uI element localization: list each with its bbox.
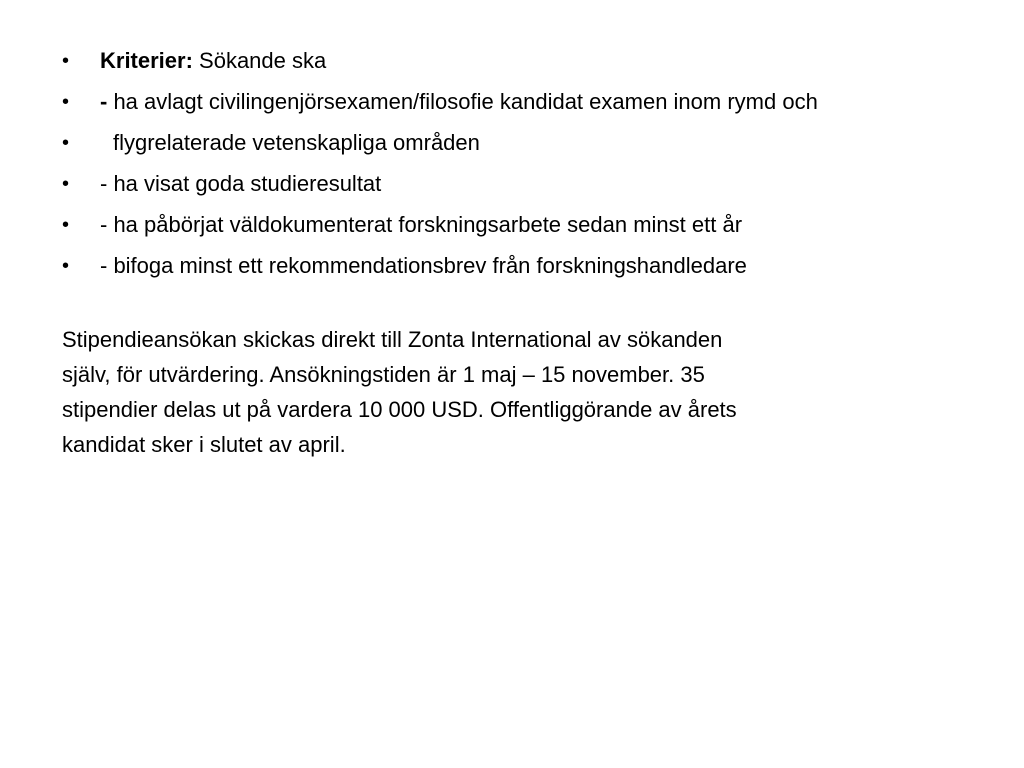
bullet-text (100, 43, 326, 79)
bullet-text (100, 248, 747, 284)
bullet-item (62, 43, 1002, 84)
bullet-text (100, 84, 818, 120)
application-info-paragraph (62, 322, 962, 462)
bullet-body: - bifoga minst ett rekommendationsbrev från forskningshandledare (100, 253, 747, 278)
bullet-body: - ha påbörjat väldokumenterat forskningsarbete sedan minst ett år (100, 212, 743, 237)
bullet-dot: • (62, 91, 70, 113)
bullet-dot: • (62, 173, 70, 195)
paragraph-line: Stipendieansökan skickas direkt till Zonta International av sökanden (62, 327, 723, 352)
paragraph-line: kandidat sker i slutet av april. (62, 432, 346, 457)
bullet-text (113, 125, 480, 161)
bullet-body: flygrelaterade vetenskapliga områden (113, 130, 480, 155)
bullet-body: ha avlagt civilingenjörsexamen/filosofie kandidat examen inom rymd och (107, 89, 818, 114)
bullet-text (100, 166, 381, 202)
bullet-item (62, 207, 1002, 248)
bullet-bold-label: Kriterier: (100, 48, 193, 73)
bullet-text (100, 207, 742, 243)
bullet-item (62, 248, 1002, 289)
bullet-dot: • (62, 214, 70, 236)
bullet-body: Sökande ska (192, 48, 327, 73)
bullet-body: - ha visat goda studieresultat (100, 171, 382, 196)
bullet-item (62, 84, 1002, 125)
criteria-bullet-list (62, 43, 1002, 289)
paragraph-line: själv, för utvärdering. Ansökningstiden är 1 maj – 15 november. 35 (62, 362, 705, 387)
bullet-dot: • (62, 255, 70, 277)
bullet-item (62, 166, 1002, 207)
bullet-item (62, 125, 1002, 166)
paragraph-line: stipendier delas ut på vardera 10 000 USD. Offentliggörande av årets (62, 397, 737, 422)
bullet-bold-label: - (100, 89, 108, 114)
bullet-dot: • (62, 50, 70, 72)
bullet-dot: • (62, 132, 70, 154)
